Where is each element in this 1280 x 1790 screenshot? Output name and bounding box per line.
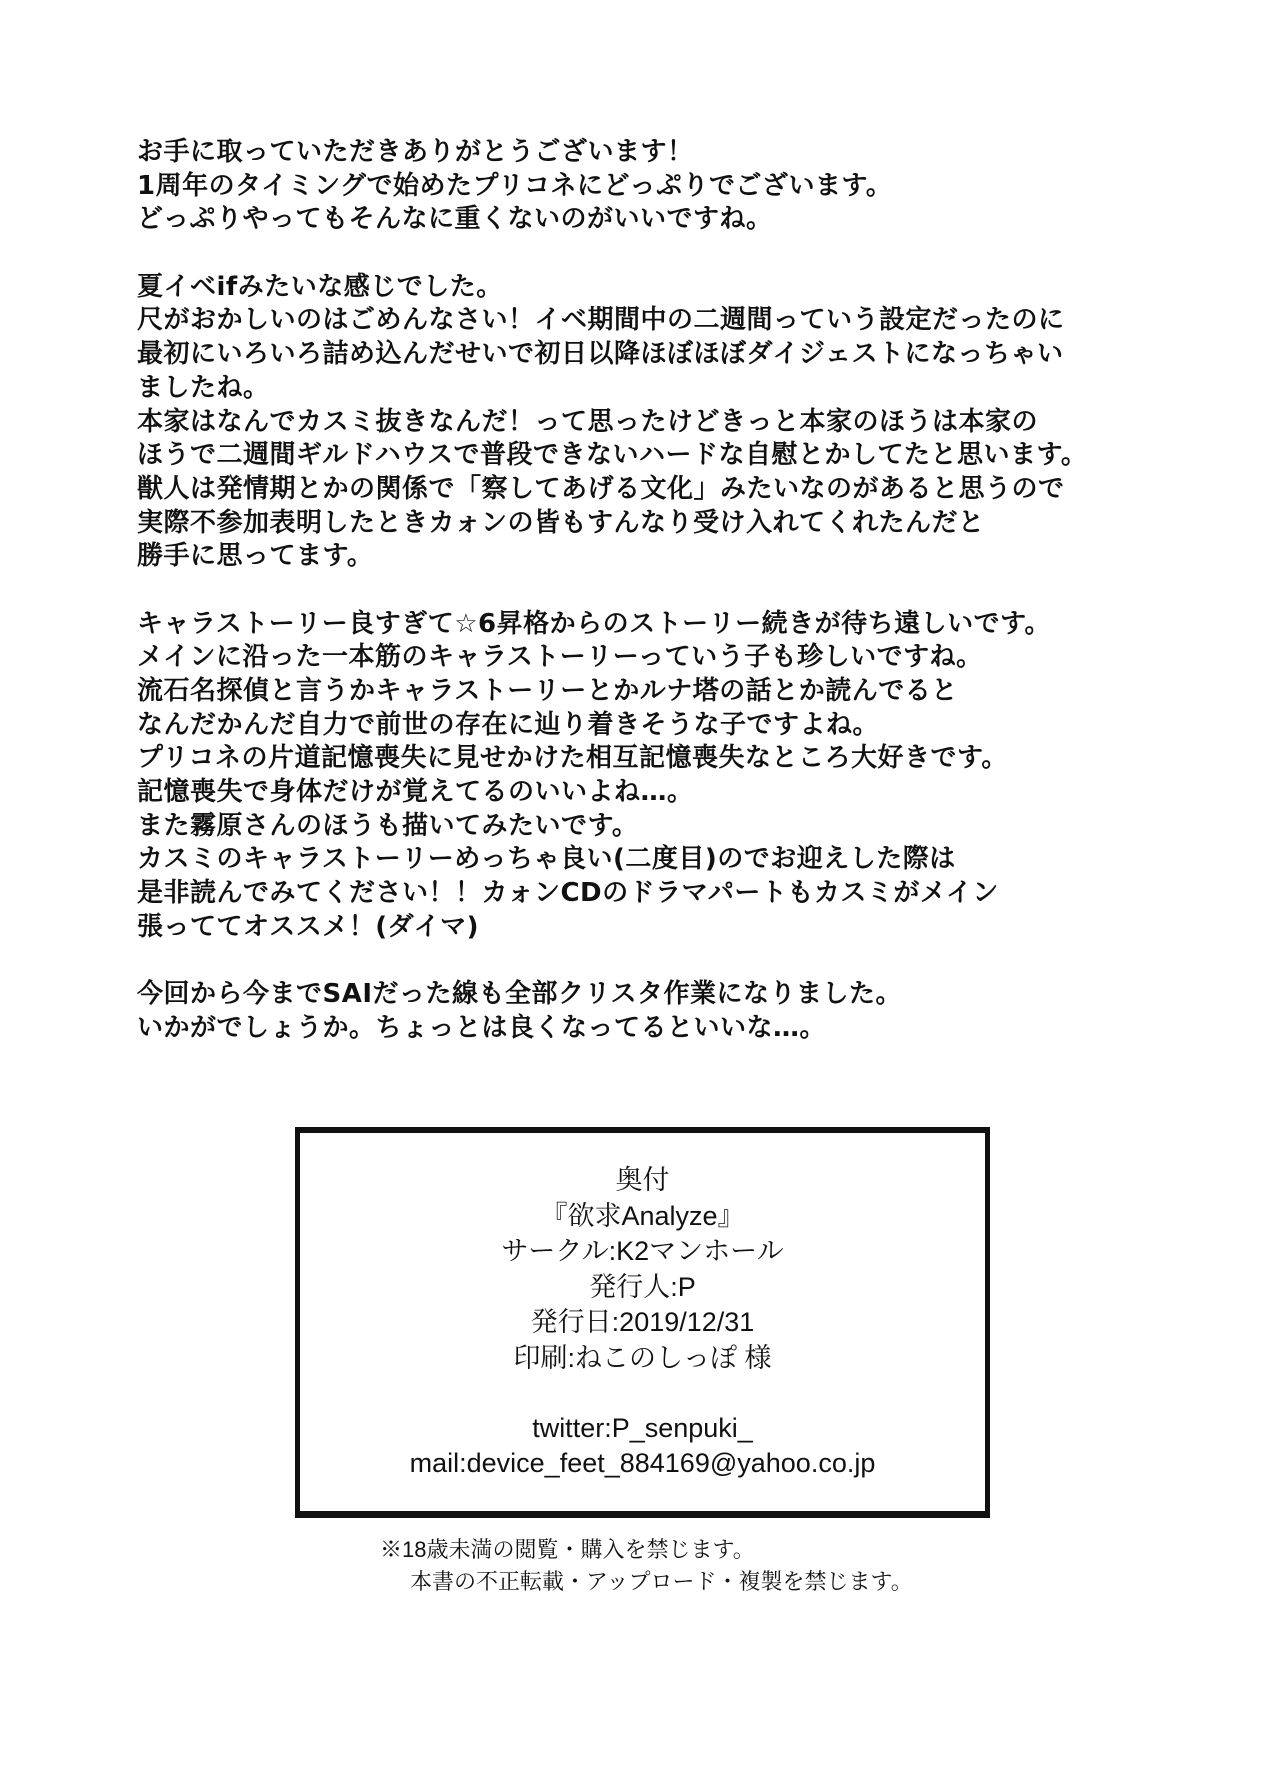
text-line: ましたね。 [137,372,270,403]
paragraph-tools [137,978,1187,1045]
text-line: メインに沿った一本筋のキャラストーリーっていう子も珍しいですね。 [137,642,983,673]
text-line: いかがでしょうか。ちょっとは良くなってるといいな…。 [137,1012,827,1043]
book-title: 『欲求Analyze』 [540,1200,745,1231]
text-line: 流石名探偵と言うかキャラストーリーとかルナ塔の話とか読んでると [137,676,958,706]
text-line: 実際不参加表明したときカォンの皆もすんなり受け入れてくれたんだと [137,507,985,538]
colophon-content [300,1163,985,1482]
text-line: 1周年のタイミングで始めたプリコネにどっぷりでございます。 [137,170,893,201]
twitter-handle: twitter:P_senpuki_ [532,1412,753,1443]
paragraph-greeting [137,136,1187,237]
age-restriction-notice: ※18歳未満の閲覧・購入を禁じます。 [380,1537,755,1562]
copyright-notice: 本書の不正転載・アップロード・複製を禁じます。 [410,1569,913,1594]
colophon-box [295,1127,990,1518]
publish-date: 発行日:2019/12/31 [530,1307,755,1338]
text-line: 張っててオススメ！(ダイマ) [137,911,479,942]
spacer [300,1377,985,1411]
paragraph-character-story [137,608,1187,945]
text-line: どっぷりやってもそんなに重くないのがいいですね。 [137,204,773,235]
text-line: お手に取っていただきありがとうございます！ [137,137,694,167]
legal-notice [380,1534,913,1598]
text-line: ほうで二週間ギルドハウスで普段できないハードな自慰とかしてたと思います。 [137,440,1088,471]
text-line: 勝手に思ってます。 [137,541,374,572]
contact-email: mail:device_feet_884169@yahoo.co.jp [409,1448,876,1479]
text-line: 本家はなんでカスミ抜きなんだ！って思ったけどきっと本家のほうは本家の [137,406,1039,437]
text-line: プリコネの片道記憶喪失に見せかけた相互記憶喪失なところ大好きです。 [137,743,1008,774]
text-line: 今回から今までSAIだった線も全部クリスタ作業になりました。 [137,979,903,1010]
text-line: なんだかんだ自力で前世の存在に辿り着きそうな子ですよね。 [137,709,880,740]
text-line: 記憶喪失で身体だけが覚えてるのいいよね…。 [137,777,694,808]
paragraph-story-notes [137,271,1187,574]
text-line: 獣人は発情期とかの関係で「察してあげる文化」みたいなのがあると思うので [137,473,1065,504]
circle-name: サークル:K2マンホール [501,1236,784,1267]
text-line: 是非読んでみてください！！カォンCDのドラマパートもカスミがメイン [137,878,999,909]
afterword-text [137,136,1187,1079]
colophon-heading: 奥付 [615,1165,670,1195]
text-line: 最初にいろいろ詰め込んだせいで初日以降ほぼほぼダイジェストになっちゃい [137,339,1064,370]
text-line: キャラストーリー良すぎて☆6昇格からのストーリー続きが待ち遠しいです。 [137,608,1052,639]
text-line: 尺がおかしいのはごめんなさい！イベ期間中の二週間っていう設定だったのに [137,305,1065,336]
text-line: カスミのキャラストーリーめっちゃ良い(二度目)のでお迎えした際は [137,844,956,875]
text-line: また霧原さんのほうも描いてみたいです。 [137,810,639,841]
publisher: 発行人:P [589,1271,696,1302]
printer: 印刷:ねこのしっぽ 様 [513,1342,772,1373]
text-line: 夏イベifみたいな感じでした。 [137,271,503,302]
